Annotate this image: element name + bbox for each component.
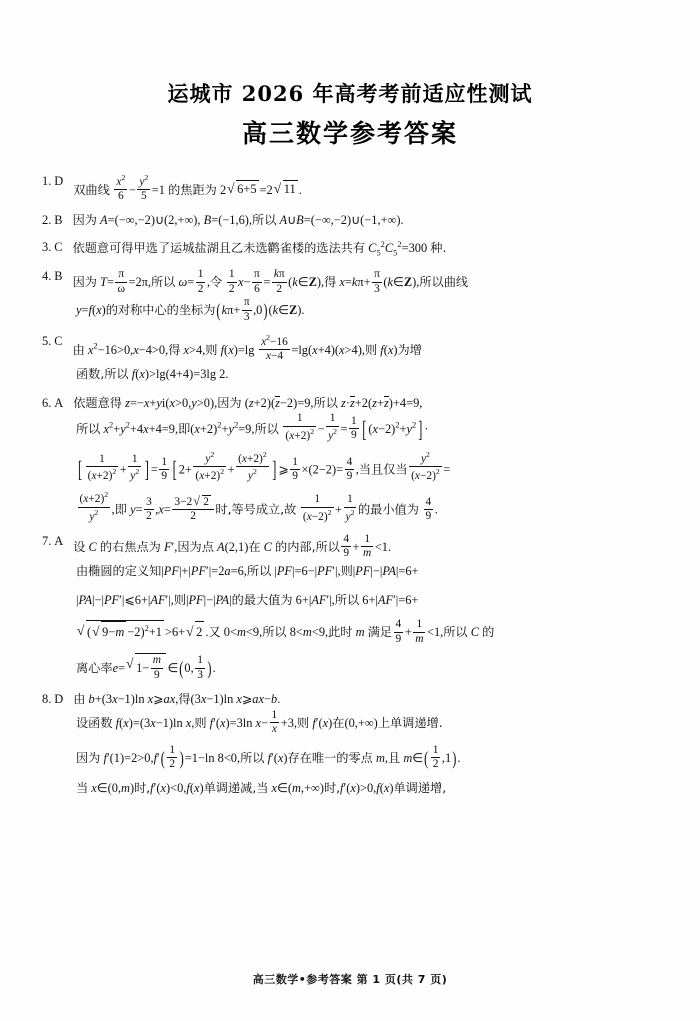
item-content-cont: 离心率e= √ 1− $\frac{m}{9}$ ∈(0, $\frac{1}{3}$ ). — [76, 653, 658, 682]
page-subtitle: 高三数学参考答案 — [241, 118, 458, 148]
item-number: 1. — [42, 173, 52, 188]
item-number: 6. — [42, 395, 52, 410]
answer-item-1 — [42, 173, 658, 204]
item-answer-letter: A — [54, 533, 64, 548]
item-number: 3. — [42, 239, 52, 254]
answer-item-4 — [42, 268, 658, 324]
item-content-cont: $\frac{(x+2)^2}{y^2}$ ,即 y= $\frac{3}{2}$ ,x= $\frac{3-2 √ 2}{2}$ 时,等号成立,故 $\frac{1}{(x-2)^2}$ + $\frac{1}{y^2}$ 的最小值为 $\frac{4}{9}$ . — [76, 490, 658, 524]
item-content-cont: y=f(x)的对称中心的坐标为(kπ+ $\frac{\pi}{3}$ ,0)(k∈Z). — [76, 296, 305, 323]
item-content: 由 b+(3x−1)ln x⩾ax,得(3x−1)ln x⩾ax−b. — [73, 692, 281, 707]
item-content: 依题意可得甲选了运城盐湖且乙未选鹳雀楼的选法共有 $C_5^2C_5^2=300$ 种. — [72, 238, 447, 258]
answer-item-5 — [42, 333, 658, 385]
item-content-cont: 所以 $x^2+y^2+4x+4=9$,即$(x+2)^2+y^2=9$,所以 $\frac{1}{(x+2)^2}$ − $\frac{1}{y^2}$ = $\frac{1}{9}$ [ $(x-2)^2+y^2$ ] · — [76, 412, 429, 443]
item-answer-letter: C — [54, 239, 63, 254]
answers-body — [42, 173, 658, 801]
item-content-cont: √ ( √ 9−m −2)$^2$+1 >6+ √ 2 .又 0<m<9,所以 8<m<9,此时 m 满足 $\frac{4}{9}$ + $\frac{1}{m}$ <1,所以 C 的 — [76, 618, 658, 646]
item-content: 双曲线 $\frac{x^2}{6}$ − $\frac{y^2}{5}$ =1 的焦距为 2 √ 6+5 =2 √ 11 . — [73, 173, 658, 204]
item-content: 依题意得 z=−x+yi(x>0,y>0),因为 (z+2)(z−2)=9,所以 z·z+2(z+z)+4=9, — [73, 395, 423, 410]
item-content-cont: [ $\frac{1}{(x+2)^2}$ + $\frac{1}{y^2}$ ] = $\frac{1}{9}$ [ 2+ $\frac{y^2}{(x+2)^2}$ + $\frac{(x+2)^2}{y^2}$ ] ⩾ $\frac{1}{9}$ ×(2−2)= $\frac{4}{9}$ ,当且仅当 $\frac{y^2}{(x-2)^2}$ = — [78, 449, 451, 483]
item-number: 4. — [42, 269, 52, 284]
item-content: 因为 T= $\frac{\pi}{\omega}$ =2π,所以 ω= $\frac{1}{2}$ ,令 $\frac{1}{2}$ x− $\frac{\pi}{6}$ = $\frac{k\pi}{2}$ (k∈Z),得 x=kπ+ $\frac{\pi}{3}$ (k∈Z),所以曲线 — [72, 268, 469, 295]
item-content-cont: 函数,所以 f(x)>lg(4+4)=3lg 2. — [76, 366, 229, 381]
item-content-cont: |PA|−|PF′|⩽6+|AF′|,则|PF|−|PA|的最大值为 6+|AF′|,所以 6+|AF′|=6+ — [76, 592, 419, 607]
item-content-cont: 因为 f′(1)=2>0,f′( $\frac{1}{2}$ )=1−ln 8<0,所以 f′(x)存在唯一的零点 m,且 m∈( $\frac{1}{2}$ ,1). — [76, 743, 461, 770]
answer-item-7 — [42, 533, 658, 682]
item-answer-letter: B — [54, 269, 63, 284]
item-answer-letter: D — [54, 692, 64, 707]
item-answer-letter: A — [54, 395, 64, 410]
answer-item-3 — [42, 239, 658, 260]
footer-text: 高三数学•参考答案 第 1 页(共 7 页) — [252, 973, 448, 986]
answer-item-8 — [42, 691, 658, 800]
item-number: 5. — [42, 334, 52, 349]
item-content-cont: 当 x∈(0,m)时,f′(x)<0,f(x)单调递减,当 x∈(m,+∞)时,f′(x)>0,f(x)单调递增, — [76, 781, 447, 796]
title-block — [0, 78, 700, 151]
item-answer-letter: B — [54, 213, 63, 228]
item-answer-letter: D — [54, 173, 64, 188]
item-content: 因为 A=(−∞,−2)∪(2,+∞), B=(−1,6),所以 A∪B=(−∞,−2)∪(−1,+∞). — [72, 213, 404, 228]
item-content: 由 $x^2-16>0,x-4>0$,得 x>4,则 f(x)=lg $\frac{x^2-16}{x-4}$ =lg(x+4)(x>4),则 f(x)为增 — [72, 333, 422, 363]
item-content-cont: 由椭圆的定义知|PF|+|PF′|=2a=6,所以 |PF|=6−|PF′|,则|PF|−|PA|=6+ — [76, 563, 419, 578]
item-answer-letter: C — [54, 334, 63, 349]
answer-item-6 — [42, 395, 658, 524]
answer-item-2 — [42, 212, 658, 230]
item-content: 设 C 的右焦点为 F′,因为点 A(2,1)在 C 的内部,所以 $\frac{4}{9}$ + $\frac{1}{m}$ <1. — [73, 532, 392, 560]
item-content-cont: 设函数 f(x)=(3x−1)ln x,则 f′(x)=3ln x− $\frac{1}{x}$ +3,则 f′(x)在(0,+∞)上单调递增. — [76, 708, 443, 736]
item-number: 2. — [42, 213, 52, 228]
page-footer — [0, 971, 700, 987]
item-number: 7. — [42, 533, 52, 548]
item-number: 8. — [42, 692, 52, 707]
page-title: 运城市 2026 年高考考前适应性测试 — [167, 81, 533, 106]
